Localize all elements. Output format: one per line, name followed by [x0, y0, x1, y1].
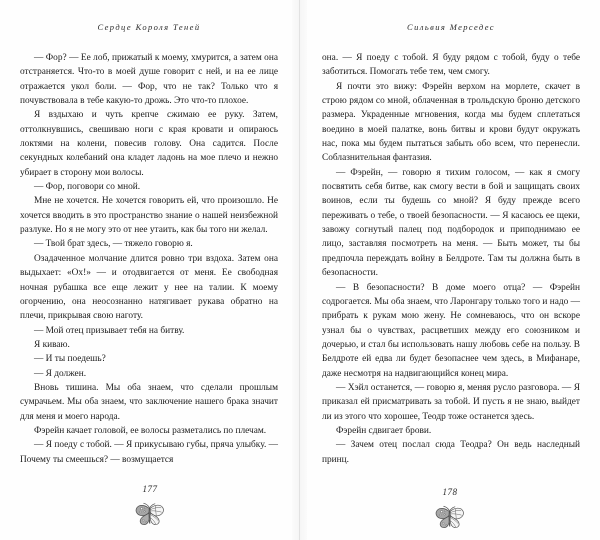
left-page-running-head: Сердце Короля Теней — [97, 22, 201, 32]
paragraph: Фэрейн сдвигает брови. — [336, 425, 432, 436]
paragraph: — Я поеду с тобой. — Я прикусываю губы, пряча улыбку. — Почему ты смеешься? — возмущается — [20, 440, 278, 465]
paragraph: Вновь тишина. Мы оба знаем, что сделали прошлым сумрачьем. Мы оба знаем, что заключение нашего брака значит для меня и моего народа. — [20, 382, 278, 422]
paragraph: — Я должен. — [34, 368, 87, 379]
butterfly-ornament — [0, 500, 300, 530]
paragraph: — Твой брат здесь, — тяжело говорю я. — [34, 239, 193, 250]
right-page-body — [322, 51, 580, 467]
paragraph: — Фэрейн, — говорю я тихим голосом, — как я смогу посвятить себя битве, как смогу вести в бой и защищать своих воинов, если ты будешь со мной? Я буду прежде всего переживать о тебе, о твоей безопасности. — Я касаюсь ее щеки, завожу согнутый палец под подбородок и приподнимаю ее лицо, заставляя посмотреть на меня. — Быть может, ты бы предпочла переждать войну в Белдроте. Там ты должна быть в безопасности. — [322, 167, 580, 279]
paragraph: — И ты поедешь? — [34, 354, 106, 365]
paragraph: Фэрейн качает головой, ее волосы разметались по плечам. — [34, 425, 267, 436]
paragraph: она. — Я поеду с тобой. Я буду рядом с тобой, буду о тебе заботиться. Помогать тебе тем, чем смогу. — [322, 53, 580, 78]
left-page-number: 177 — [142, 484, 158, 494]
right-page-running-head: Сильвия Мерседес — [407, 22, 495, 32]
paragraph: Я почти это вижу: Фэрейн верхом на морлете, скачет в строю рядом со мной, облаченная в трольдскую броню детского размера. Украденные мгновения, когда мы будем сплетаться воедино в моей палатке, вонь битвы и крови будут окружать нас, пока мы будем пытаться забыть обо всем, что перенесли. Соблазнительная фантазия. — [322, 81, 580, 164]
paragraph: — Хэйл останется, — говорю я, меняя русло разговора. — Я приказал ей присматривать за тобой. И пусть я не знаю, выйдет ли из этого что хорошее, Теодр тоже останется здесь. — [322, 382, 580, 422]
paragraph: — Фор, поговори со мной. — [34, 182, 141, 193]
butterfly-ornament — [300, 503, 600, 533]
left-page-body — [20, 51, 278, 467]
paragraph: — Фор? — Ее лоб, прижатый к моему, хмурится, а затем она отстраняется. Что-то в моей душе говорит с ней, и на ее лице отражается укол боли. — Фор, что не так? Только что я почувствовала в тебе какую-то дрожь. Это что-то плохое. — [20, 53, 278, 107]
paragraph: Я киваю. — [34, 339, 70, 350]
paragraph: Озадаченное молчание длится ровно три вздоха. Затем она выдыхает: «Ох!» — и отодвигается от меня. Ее свободная ночная рубашка все еще лежит у нее на талии. К моему огорчению, она неосознанно натягивает рукава обратно на плечи, прикрывая свою наготу. — [20, 253, 278, 322]
right-page-number: 178 — [442, 487, 458, 497]
right-page — [300, 0, 600, 540]
paragraph: Я вздыхаю и чуть крепче сжимаю ее руку. Затем, оттолкнувшись, свешиваю ноги с края кровати и опираюсь локтями на колени, повесив голову. Она садится. После секундных колебаний она кладет ладонь на мое плечо и нежно убирает в сторону мои волосы. — [20, 110, 278, 178]
page-gutter-line — [299, 0, 300, 540]
paragraph: — Зачем отец послал сюда Теодра? Он ведь наследный принц. — [322, 440, 580, 465]
paragraph: Мне не хочется. Не хочется говорить ей, что произошло. Не хочется вводить в это пространство знание о нашей неизбежной разлуке. Но я не могу это от нее утаить, как бы того ни желал. — [20, 196, 278, 236]
paragraph: — Мой отец призывает тебя на битву. — [34, 325, 185, 336]
paragraph: — В безопасности? В доме моего отца? — Фэрейн содрогается. Мы оба знаем, что Ларонгару только того и надо — прибрать к рукам мою жену. Не сомневаюсь, что он вскоре узнал бы о чувствах, расцветших между его союзником и дочерью, и стал бы использовать нашу любовь себе на пользу. В Белдроте ей едва ли будет безопаснее чем здесь, в Мифанаре, даже несмотря на надвигающийся конец мира. — [322, 282, 580, 379]
